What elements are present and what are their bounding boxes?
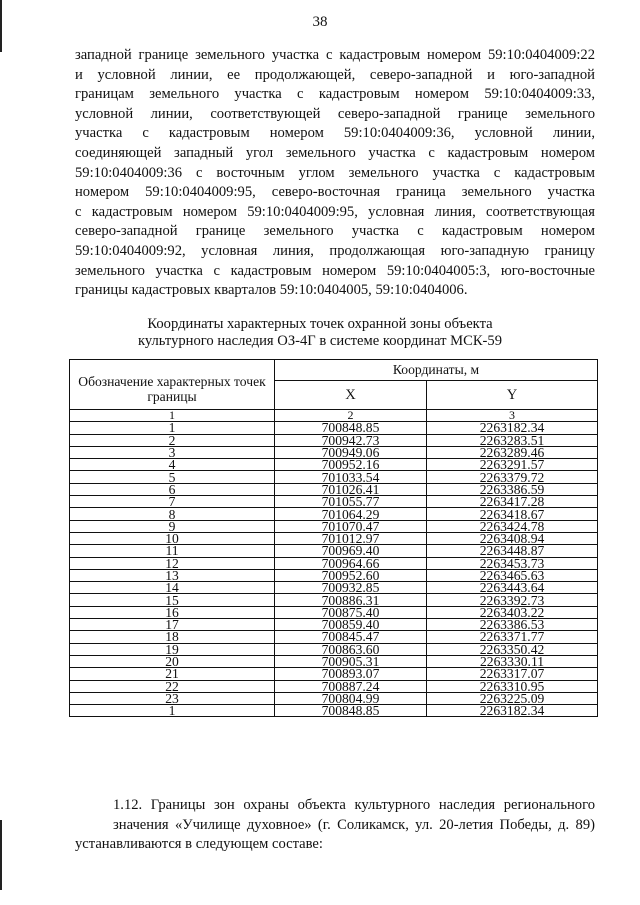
x-cell: 700887.24 (275, 680, 427, 692)
y-cell: 2263417.28 (427, 496, 598, 508)
intro-line: границы кадастровых кварталов 59:10:0404005, 59:10:0404006. (75, 282, 468, 299)
point-cell: 5 (70, 471, 275, 483)
x-cell: 700859.40 (275, 619, 427, 631)
x-cell: 700949.06 (275, 446, 427, 458)
intro-line: и условной линии, ее продолжающей, северо-западной и юго-западной (75, 66, 595, 83)
x-cell: 700886.31 (275, 594, 427, 606)
point-cell: 20 (70, 655, 275, 667)
y-cell: 2263418.67 (427, 508, 598, 520)
point-cell: 7 (70, 496, 275, 508)
y-cell: 2263379.72 (427, 471, 598, 483)
point-cell: 2 (70, 434, 275, 446)
point-cell: 15 (70, 594, 275, 606)
point-cell: 16 (70, 606, 275, 618)
y-cell: 2263289.46 (427, 446, 598, 458)
x-cell: 701012.97 (275, 532, 427, 544)
y-cell: 2263182.34 (427, 422, 598, 434)
point-cell: 17 (70, 619, 275, 631)
table-title-line1: Координаты характерных точек охранной зоны объекта (147, 316, 493, 332)
y-cell: 2263443.64 (427, 582, 598, 594)
point-cell: 18 (70, 631, 275, 643)
point-cell: 1 (70, 422, 275, 434)
y-cell: 2263310.95 (427, 680, 598, 692)
intro-line: границам земельного участка с кадастровым номером 59:10:0404009:33, (75, 86, 595, 103)
table-title (0, 316, 640, 350)
x-cell: 701033.54 (275, 471, 427, 483)
intro-line: соединяющей западный угол земельного участка с кадастровым номером (75, 144, 595, 161)
point-cell: 19 (70, 643, 275, 655)
table-row (70, 705, 598, 717)
intro-paragraph (75, 46, 595, 301)
point-cell: 1 (70, 705, 275, 717)
bottom-line: 1.12. Границы зон охраны объекта культурного наследия регионального (113, 797, 595, 813)
y-cell: 2263182.34 (427, 705, 598, 717)
point-cell: 23 (70, 692, 275, 704)
point-cell: 12 (70, 557, 275, 569)
y-cell: 2263386.53 (427, 619, 598, 631)
column-index: 1 (70, 410, 275, 422)
y-cell: 2263225.09 (427, 692, 598, 704)
y-cell: 2263386.59 (427, 483, 598, 495)
y-cell: 2263371.77 (427, 631, 598, 643)
x-cell: 700863.60 (275, 643, 427, 655)
point-cell: 21 (70, 668, 275, 680)
point-cell: 4 (70, 459, 275, 471)
x-cell: 700964.66 (275, 557, 427, 569)
scan-edge-mark-bottom (0, 820, 2, 890)
x-cell: 700952.60 (275, 569, 427, 581)
y-cell: 2263453.73 (427, 557, 598, 569)
x-cell: 701055.77 (275, 496, 427, 508)
bottom-line: значения «Училище духовное» (г. Соликамск, ул. 20-летия Победы, д. 89) (113, 816, 595, 833)
y-cell: 2263392.73 (427, 594, 598, 606)
point-cell: 8 (70, 508, 275, 520)
point-cell: 11 (70, 545, 275, 557)
x-cell: 700969.40 (275, 545, 427, 557)
coordinates-header: Координаты, м (275, 360, 598, 381)
x-cell: 700905.31 (275, 655, 427, 667)
x-cell: 700845.47 (275, 631, 427, 643)
intro-line: северо-западной границе земельного участка с кадастровым номером (75, 223, 595, 240)
point-cell: 6 (70, 483, 275, 495)
column-index: 3 (427, 410, 598, 422)
y-cell: 2263291.57 (427, 459, 598, 471)
x-column-header: X (275, 381, 427, 410)
y-cell: 2263350.42 (427, 643, 598, 655)
intro-line: участка с кадастровым номером 59:10:0404009:36, условной линии, (75, 125, 595, 142)
intro-line: 59:10:0404009:92, условная линия, продолжающая юго-западную границу (75, 242, 595, 259)
points-column-header: Обозначение характерных точек границы (70, 360, 275, 410)
point-cell: 13 (70, 569, 275, 581)
y-cell: 2263283.51 (427, 434, 598, 446)
x-cell: 700848.85 (275, 422, 427, 434)
x-cell: 700952.16 (275, 459, 427, 471)
point-cell: 9 (70, 520, 275, 532)
y-cell: 2263403.22 (427, 606, 598, 618)
point-cell: 3 (70, 446, 275, 458)
y-cell: 2263424.78 (427, 520, 598, 532)
intro-line: с кадастровым номером 59:10:0404009:95, условная линия, соответствующая (75, 203, 595, 220)
y-cell: 2263317.07 (427, 668, 598, 680)
page-number: 38 (312, 14, 328, 30)
bottom-line: устанавливаются в следующем составе: (75, 836, 323, 853)
x-cell: 700804.99 (275, 692, 427, 704)
intro-line: земельного участка с кадастровым номером 59:10:0404005:3, юго-восточные (75, 262, 595, 279)
x-cell: 700942.73 (275, 434, 427, 446)
point-cell: 10 (70, 532, 275, 544)
y-cell: 2263448.87 (427, 545, 598, 557)
y-cell: 2263465.63 (427, 569, 598, 581)
x-cell: 700932.85 (275, 582, 427, 594)
point-cell: 22 (70, 680, 275, 692)
x-cell: 700848.85 (275, 705, 427, 717)
x-cell: 700893.07 (275, 668, 427, 680)
column-index: 2 (275, 410, 427, 422)
intro-line: западной границе земельного участка с кадастровым номером 59:10:0404009:22 (75, 47, 595, 63)
coordinates-table (69, 359, 598, 717)
intro-line: условной линии, соответствующей северо-западной границе земельного (75, 105, 595, 122)
y-column-header: Y (427, 381, 598, 410)
bottom-paragraph (75, 796, 595, 855)
y-cell: 2263408.94 (427, 532, 598, 544)
x-cell: 700875.40 (275, 606, 427, 618)
x-cell: 701026.41 (275, 483, 427, 495)
table-title-line2: культурного наследия ОЗ-4Г в системе координат МСК-59 (137, 333, 503, 349)
point-cell: 14 (70, 582, 275, 594)
x-cell: 701064.29 (275, 508, 427, 520)
x-cell: 701070.47 (275, 520, 427, 532)
intro-line: номером 59:10:0404009:95, северо-восточная граница земельного участка (75, 184, 595, 201)
intro-line: 59:10:0404009:36 с восточным углом земельного участка с кадастровым (75, 164, 595, 181)
y-cell: 2263330.11 (427, 655, 598, 667)
